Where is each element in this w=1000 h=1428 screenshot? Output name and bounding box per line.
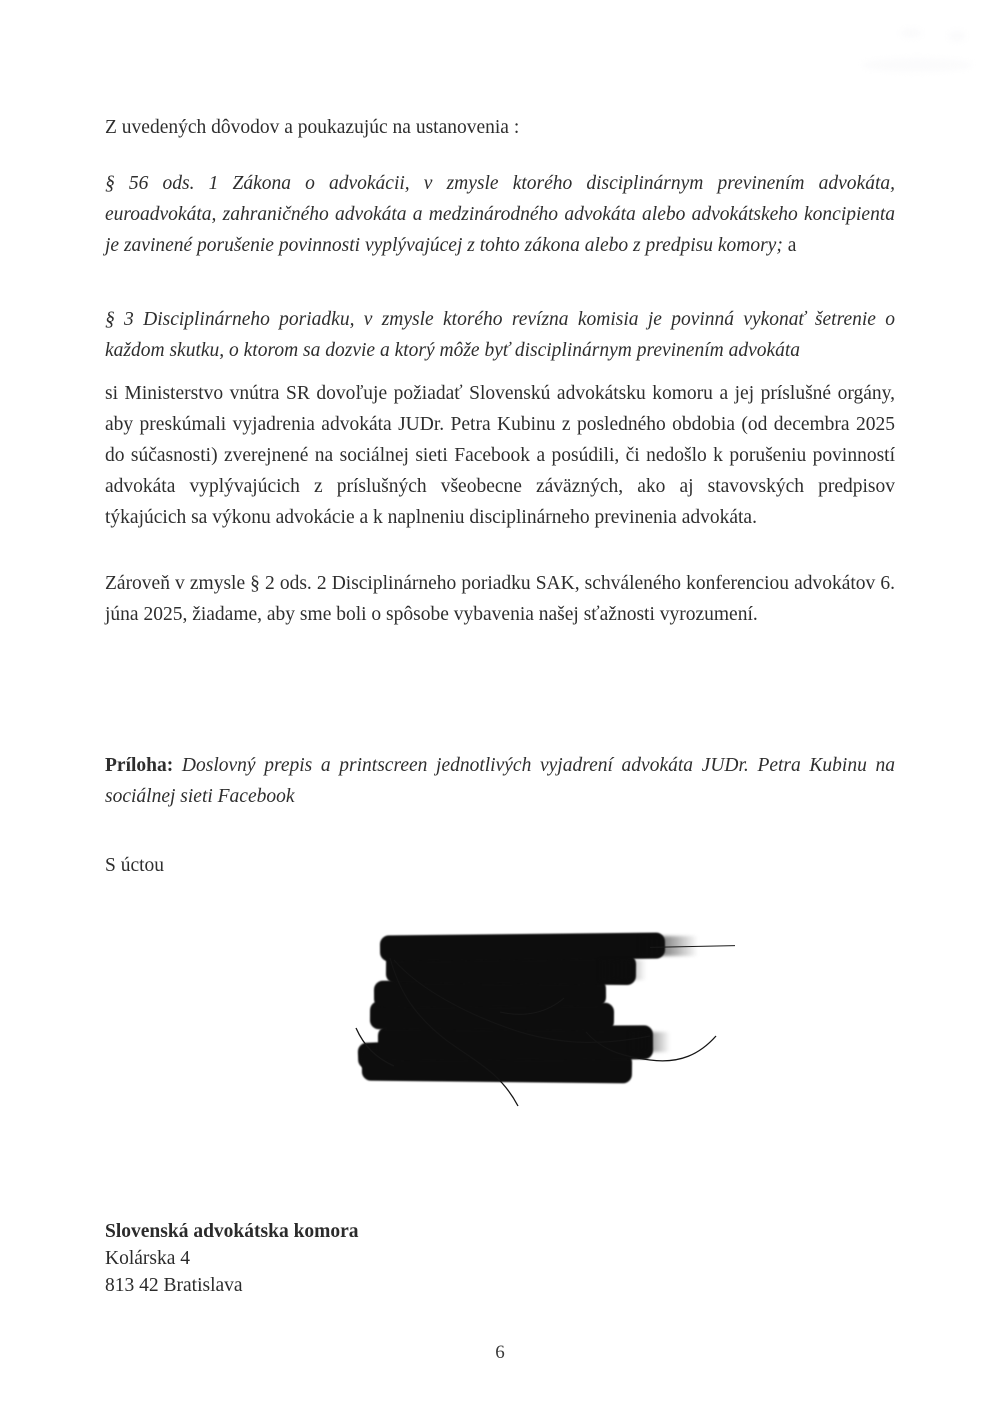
intro-paragraph (105, 112, 895, 143)
statute-56-quote: § 56 ods. 1 Zákona o advokácii, v zmysle ktorého disciplinárnym previnením advokáta, euroadvokáta, zahraničného advokáta a medzinárodného advokáta alebo advokátskeho koncipienta je zavinené porušenie povinnosti vyplývajúcej z tohto zákona alebo z predpisu komory; (105, 173, 895, 256)
request-text: si Ministerstvo vnútra SR dovoľuje požiadať Slovenskú advokátsku komoru a jej príslušné orgány, aby preskúmali vyjadrenia advokáta JUDr. Petra Kubinu z posledného obdobia (od decembra 2025 do súčasnosti) zverejnené na sociálnej sieti Facebook a posúdili, či nedošlo k porušeniu povinností advokáta vyplývajúcich z príslušných všeobecne záväzných, ako aj stavovských predpisov týkajúcich sa výkonu advokácie a k naplneniu disciplinárneho previnenia advokáta. (105, 383, 895, 528)
sender-address-block (105, 1218, 895, 1299)
statute-56-conjunction: a (782, 235, 797, 256)
statute-3-paragraph (105, 304, 895, 366)
scan-artifact-icon (900, 28, 922, 38)
closing-text: S úctou (105, 855, 165, 876)
scan-artifact-icon (948, 30, 966, 42)
attachment-label: Príloha: (105, 755, 174, 776)
statute-56-text (105, 168, 895, 261)
signature-pen-strokes-icon (350, 920, 730, 1110)
scan-artifact-icon (862, 58, 972, 72)
page-number: 6 (495, 1342, 505, 1363)
statute-56-paragraph (105, 168, 895, 261)
attachment-paragraph (105, 750, 895, 812)
intro-text: Z uvedených dôvodov a poukazujúc na ustanovenia : (105, 117, 520, 138)
street-address: Kolárska 4 (105, 1248, 191, 1269)
deadline-paragraph (105, 568, 895, 630)
statute-3-text: § 3 Disciplinárneho poriadku, v zmysle ktorého revízna komisia je povinná vykonať šetrenie o každom skutku, o ktorom sa dozvie a ktorý môže byť disciplinárnym previnením advokáta (105, 309, 895, 361)
deadline-text: Zároveň v zmysle § 2 ods. 2 Disciplinárneho poriadku SAK, schváleného konferenciou advokátov 6. júna 2025, žiadame, aby sme boli o spôsobe vybavenia našej sťažnosti vyrozumení. (105, 573, 895, 625)
attachment-text (105, 750, 895, 812)
organization-name: Slovenská advokátska komora (105, 1221, 359, 1242)
attachment-description: Doslovný prepis a printscreen jednotlivých vyjadrení advokáta JUDr. Petra Kubinu na sociálnej sieti Facebook (105, 755, 895, 807)
city-address: 813 42 Bratislava (105, 1275, 243, 1296)
closing-paragraph (105, 850, 895, 881)
request-paragraph (105, 378, 895, 533)
redacted-signature (350, 920, 730, 1110)
